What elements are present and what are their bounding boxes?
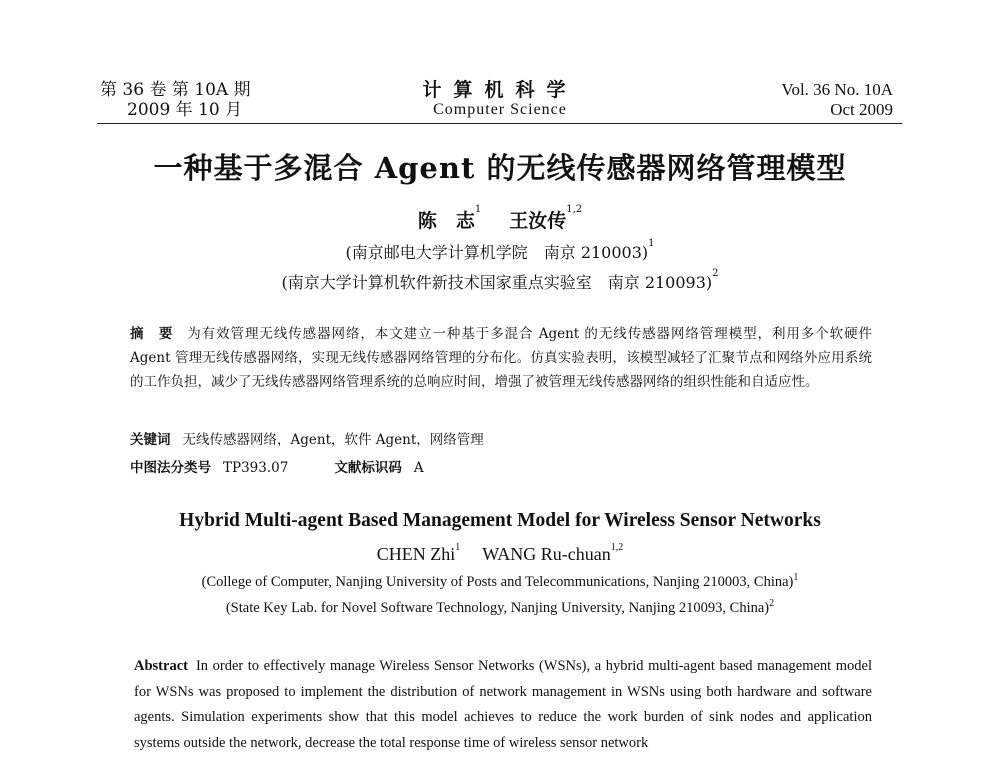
paper-title-cn: 一种基于多混合 Agent 的无线传感器网络管理模型 — [153, 151, 847, 185]
abstract-text-en: In order to effectively manage Wireless Sensor Networks (WSNs), a hybrid multi-agent based management model for WSNs was proposed to implement the distribution of network management in WSNs using both hardware and software agents. Simulation experiments show that this model achieves to reduce the work burden of sink nodes and application systems outside the network, decrease the total response time of wireless sensor network — [134, 658, 872, 751]
journal-volume-en — [781, 80, 893, 120]
volume-number-en: Vol. 36 No. 10A — [781, 80, 893, 99]
abstract-text-cn: 为有效管理无线传感器网络，本文建立一种基于多混合 Agent 的无线传感器网络管理模型，利用多个软硬件 Agent 管理无线传感器网络，实现无线传感器网络管理的分布化。仿真实验表明，该模型减轻了汇聚节点和网络外应用系统的工作负担，减少了无线传感器网络管理系统的总响应时间，增强了被管理无线传感器网络的组织性能和自适应性。 — [130, 326, 872, 390]
affiliation-1-en: (College of Computer, Nanjing University of Posts and Telecommunications, Nanjing 210003, China)$^1$ — [201, 572, 799, 590]
publication-date-en: Oct 2009 — [830, 100, 893, 119]
authors-cn — [0, 206, 1000, 233]
classification-line — [130, 456, 424, 476]
journal-volume-issue — [100, 80, 300, 120]
paper-title-en: Hybrid Multi-agent Based Management Model for Wireless Sensor Networks — [179, 510, 821, 531]
keywords-text: 无线传感器网络，Agent，软件 Agent，网络管理 — [182, 432, 484, 448]
publication-date-cn: 2009 年 10 月 — [127, 100, 243, 120]
journal-name-en: Computer Science — [433, 101, 567, 118]
clc-label: 中图法分类号 — [130, 460, 211, 476]
abstract-label-en: Abstract — [134, 658, 188, 674]
header-rule — [97, 123, 902, 124]
journal-name — [400, 80, 600, 120]
keywords-cn — [130, 428, 484, 448]
volume-issue: 第 36 卷 第 10A 期 — [100, 80, 251, 100]
journal-name-cn: 计算机科学 — [422, 79, 578, 101]
clc-value: TP393.07 — [223, 460, 289, 476]
affiliation-1-cn: (南京邮电大学计算机学院 南京 210003)$^1$ — [345, 238, 655, 262]
author-1-cn: 陈 志$^1$ — [417, 204, 482, 232]
abstract-cn — [130, 322, 872, 394]
author-2-en: WANG Ru-chuan$^{1,2}$ — [482, 542, 624, 564]
affiliation-2-cn: (南京大学计算机软件新技术国家重点实验室 南京 210093)$^2$ — [281, 268, 719, 292]
authors-en — [0, 544, 1000, 565]
author-2-cn: 王汝传$^{1,2}$ — [509, 204, 583, 232]
abstract-label-cn: 摘 要 — [130, 326, 174, 342]
abstract-en — [134, 654, 872, 756]
doc-code-label: 文献标识码 — [334, 460, 402, 476]
affiliation-2-en: (State Key Lab. for Novel Software Technology, Nanjing University, Nanjing 210093, China)$^2$ — [225, 598, 775, 616]
author-1-en: CHEN Zhi$^1$ — [376, 542, 461, 564]
doc-code-value: A — [413, 460, 424, 476]
keywords-label: 关键词 — [130, 432, 171, 448]
